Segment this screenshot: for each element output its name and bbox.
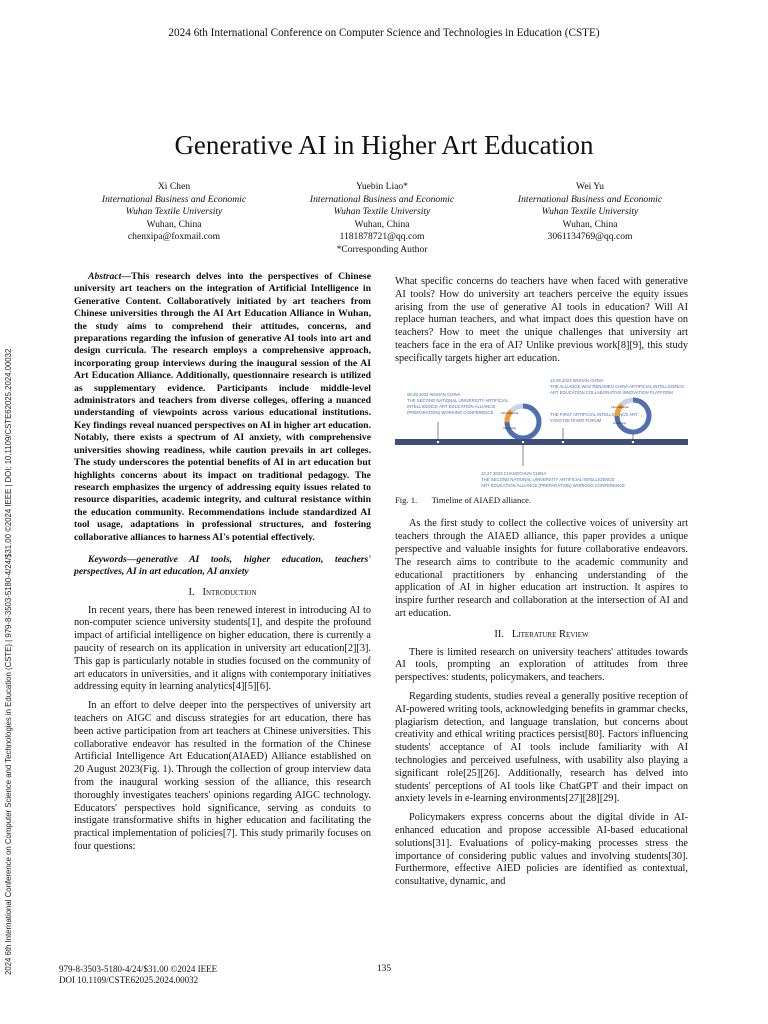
abstract-text: —This research delves into the perspectives of Chinese university art teachers on the integration of Artificial Intelligence in Generative Content. Collaboratively initiated by art teachers from Chinese universities through the AI Art Education Alliance in Wuhan, the study aims to comprehend their attitudes, concerns, and preparations regarding the infusion of generative AI tools into art and design curricula. The research employs a comprehensive approach, incorporating group interviews during the inaugural session of the AI Art Education Alliance. Additionally, questionnaire research is utilized as supplementary evidence. Participants include middle-level administrators and teachers from diverse colleges, offering a nuanced understanding of viewpoints across various educational institutions. Key findings reveal nuanced perspectives on AI in higher art education. Notably, there exists a spectrum of AI anxiety, with comprehensive universities showing readiness, while caution prevails in art colleges. The study underscores the potential benefits of AI in art education but highlights concerns about its impact on traditional pedagogy. The research emphasizes the urgency of addressing equity issues related to resource disparities, academic integrity, and cultural resistance within the education community. Recommendations include standardized AI tool usage, adaptations in professional structures, and fostering collaborative alliances to harness AI's potential effectively.: [74, 271, 371, 543]
timeline-marker: [436, 440, 439, 443]
author-block-3: [480, 181, 700, 244]
author-email: 3061134769@qq.com: [547, 231, 633, 243]
author-city: Wuhan, China: [562, 218, 618, 230]
author-univ: Wuhan Textile University: [541, 206, 639, 218]
timeline-marker: [521, 440, 524, 443]
side-citation-text: 2024 6th International Conference on Computer Science and Technologies in Education (CSTE) | 979-8-3503-5180-4/24/$31.00 ©2024 IEEE | DOI: 10.1109/CSTE62025.2024.00032: [4, 348, 13, 975]
section-number: II.: [494, 628, 505, 640]
figure-caption-number: Fig. 1.: [395, 494, 418, 505]
event-3-line-1: THE FIRST ARTIFICIAL INTELLIGENCE ART: [550, 411, 638, 417]
right-column: [395, 276, 688, 895]
author-univ: Wuhan Textile University: [125, 206, 223, 218]
author-email: 1181878721@qq.com: [339, 231, 425, 243]
figure-caption: [395, 494, 688, 507]
intro-paragraph-2: In an effort to delve deeper into the perspectives of university art teachers on AIGC and discuss strategies for art education, there has been active participation from art teachers at Chinese universities. This collaborative endeavor has resulted in the formation of the Chinese Artificial Intelligence Art Education(AIAED) Alliance established on 20 August 2023(Fig. 1). Through the collection of group interview data from the inaugural working session of the alliance, this research thoroughly investigates teachers' opinions regarding AIGC technology. Educators' perspectives hold significance, serving as conduits to instigate transformative shifts in higher education and facilitating the practical implementation of policies[7]. This study primarily focuses on four questions:: [74, 700, 371, 852]
keywords-text: —generative AI tools, higher education, teachers' perspectives, AI in art education, AI anxiety: [74, 553, 371, 578]
author-block-1: [64, 181, 284, 244]
research-questions-paragraph: What specific concerns do teachers have when faced with generative AI tools? How do university art teachers perceive the equity issues arising from the use of generative AI tools in education? Will AI replace human teachers, and what impact does this question have on teachers? How to meet the unique challenges that university art teachers face in the era of AI? Unlike previous work[8][9], this study specifically targets higher art education.: [395, 276, 688, 364]
event-1-date: 08.28.2023 WUHAN CHINA: [407, 391, 461, 397]
event-1-line-2: INTELLIGENCE ART EDUCATION ALLIANCE: [407, 403, 496, 409]
donut-label-university: University: [503, 425, 517, 430]
literature-paragraph-2: Regarding students, studies reveal a generally positive reception of AI-powered writing tools, acknowledging benefits in grammar checks, plagiarism detection, and language translation, but concerns about creativity and ethical writing practices persist[80]. Factors influencing students' acceptance of AI tools include familiarity with AI technologies and perceived usefulness, with usability also playing a significant role[25][26]. Additionally, research has delved into students' perceptions of AI tools like ChatGPT and their impact on anxiety levels in e-learning environments[27][28][29].: [395, 690, 688, 805]
corresponding-author-note: *Corresponding Author: [336, 243, 428, 255]
author-dept: International Business and Economic: [309, 193, 455, 205]
event-4-line-2: ART EDUCATION ALLIANCE (PREPARATION) WORKING CONFERENCE: [481, 482, 626, 488]
section-number: I.: [188, 586, 195, 598]
event-2-line-1: THE ALLIANCE WAS RENAMED CHINA ARTIFICIAL INTELLIGENCE: [550, 383, 685, 389]
author-email: chenxipa@foxmail.com: [127, 231, 221, 243]
figure-timeline: [395, 372, 688, 490]
event-1-line-3: (PREPARATION) WORKING CONFERENCE: [407, 409, 494, 415]
footer-isbn: 979-8-3503-5180-4/24/$31.00 ©2024 IEEE: [59, 964, 218, 974]
author-dept: International Business and Economic: [517, 193, 663, 205]
keywords-label: Keywords: [88, 553, 127, 565]
keywords: [74, 554, 371, 579]
conference-header: 2024 6th International Conference on Computer Science and Technologies in Education (CSTE): [168, 27, 600, 39]
paper-title: Generative AI in Higher Art Education: [174, 130, 594, 160]
donut-label-university: University: [613, 420, 627, 425]
literature-paragraph-1: There is limited research on university teachers' attitudes towards AI tools, prompting an exploration of attitudes from three perspectives: students, policymakers, and teachers.: [395, 646, 688, 684]
abstract: [74, 271, 371, 544]
event-4-date: 10.27.2023 CHANGCHUN CHINA: [481, 470, 547, 476]
timeline-marker: [561, 440, 564, 443]
event-2-date: 12.09.2023 WUHAN CHINA: [550, 377, 604, 383]
section-heading-literature-review: [395, 629, 688, 642]
literature-paragraph-3: Policymakers express concerns about the digital divide in AI-enhanced education and propose accessible AI-based educational solutions[31]. Evaluations of policy-making processes stress the importance of considering public values and involving students[30]. Furthermore, effective AIED policies are identified as contextual, consultative, dynamic, and: [395, 812, 688, 888]
abstract-label: Abstract: [88, 271, 122, 282]
section-title: Introduction: [202, 586, 257, 598]
author-name: Yuebin Liao*: [356, 181, 408, 192]
event-3-line-2: YANGTZE RIVER FORUM: [550, 417, 602, 423]
author-block-2: [272, 181, 492, 257]
author-city: Wuhan, China: [146, 218, 202, 230]
figure-caption-text: Timeline of AIAED alliance.: [431, 494, 532, 505]
left-column: [74, 271, 371, 860]
donut-label-informational: Informational: [501, 410, 519, 415]
event-4-line-1: THE SECOND NATIONAL UNIVERSITY ARTIFICIAL INTELLIGENCE: [481, 476, 615, 482]
section-title: Literature Review: [511, 628, 589, 640]
page-number: 135: [376, 964, 392, 974]
timeline-graphic: [395, 372, 688, 490]
event-2-line-2: ART EDUCATION COLLABORATIVE INNOVATION PLATFORM: [550, 389, 673, 395]
donut-label-informational: Informational: [611, 404, 629, 409]
contribution-paragraph: As the first study to collect the collective voices of university art teachers through the AIAED alliance, this paper provides a unique perspective and valuable insights for future collaborative endeavors. The research aims to contribute to the academic community and educational practitioners by enhancing understanding of the application of AI in higher education art instruction. It aspires to inspire further research and collaboration at the intersection of AI and art education.: [395, 518, 688, 619]
event-1-line-1: THE SECOND NATIONAL UNIVERSITY ARTIFICIAL: [407, 397, 509, 403]
intro-paragraph-1: In recent years, there has been renewed interest in introducing AI to non-computer science university students[1], and despite the profound impact of artificial intelligence on higher education, there is currently a paucity of research on its application in university art education[2][3]. This gap is particularly notable in studies focused on the community of art educators in universities, and it aligns with contemporary initiatives addressing equity in learning analytics[4][5][6].: [74, 604, 371, 693]
footer-doi: DOI 10.1109/CSTE62025.2024.00032: [59, 975, 199, 985]
author-name: Wei Yu: [576, 181, 604, 192]
section-heading-introduction: [74, 587, 371, 600]
donut-chart-1: [501, 406, 539, 438]
author-univ: Wuhan Textile University: [333, 206, 431, 218]
author-name: Xi Chen: [157, 181, 191, 192]
author-dept: International Business and Economic: [101, 193, 247, 205]
timeline-marker: [631, 440, 634, 443]
author-city: Wuhan, China: [354, 218, 410, 230]
